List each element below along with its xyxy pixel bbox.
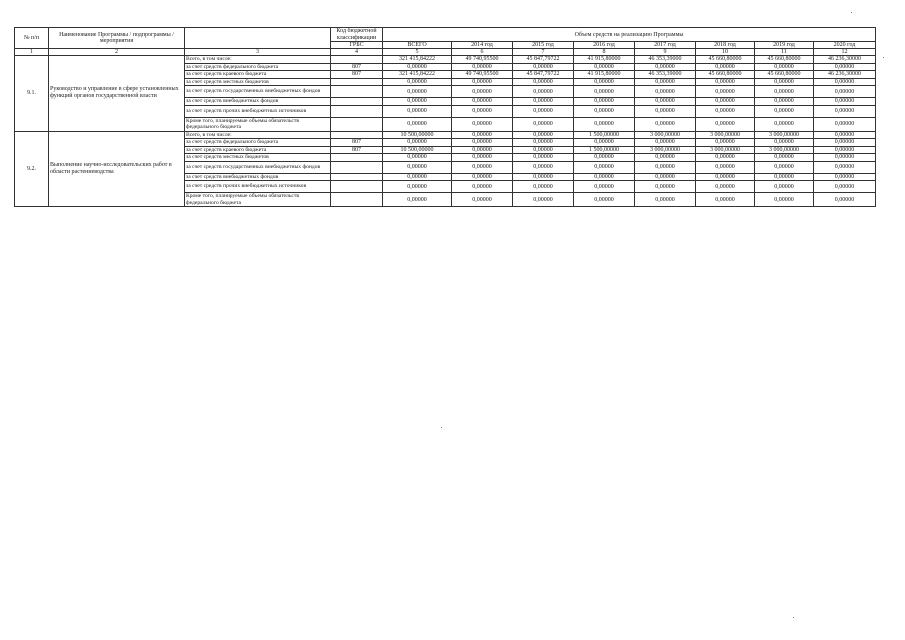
value-2016: 0,00000 (574, 139, 635, 147)
funding-source: за счет средств местных бюджетов (185, 78, 331, 86)
grbs-code (331, 154, 383, 162)
funding-source: за счет средств прочих внебюджетных источников (185, 181, 331, 193)
value-2015: 0,00000 (513, 78, 574, 86)
grbs-code (331, 131, 383, 139)
value-2019: 0,00000 (755, 105, 814, 117)
value-2019: 45 660,80000 (755, 71, 814, 79)
value-total: 321 415,84222 (383, 71, 452, 79)
value-2017: 0,00000 (635, 173, 696, 181)
value-2017: 3 000,00000 (635, 131, 696, 139)
value-2016: 41 915,80000 (574, 56, 635, 64)
value-2016: 0,00000 (574, 63, 635, 71)
table-row (15, 56, 876, 64)
value-2017: 46 353,39000 (635, 71, 696, 79)
header-year-2016: 2016 год (574, 42, 635, 49)
value-2019: 0,00000 (755, 86, 814, 98)
funding-source: за счет средств местных бюджетов (185, 154, 331, 162)
value-total: 10 500,00000 (383, 131, 452, 139)
value-2015: 0,00000 (513, 86, 574, 98)
value-2020: 0,00000 (814, 117, 876, 131)
value-total: 0,00000 (383, 173, 452, 181)
header-volume: Объем средств на реализацию Программы (383, 28, 876, 42)
value-2017: 0,00000 (635, 139, 696, 147)
value-2019: 0,00000 (755, 161, 814, 173)
header-col-number: 6 (452, 49, 513, 56)
value-2019: 0,00000 (755, 139, 814, 147)
value-2020: 46 236,30000 (814, 71, 876, 79)
value-2014: 0,00000 (452, 63, 513, 71)
header-col-number: 5 (383, 49, 452, 56)
value-2015: 0,00000 (513, 161, 574, 173)
value-2020: 0,00000 (814, 98, 876, 106)
header-year-2015: 2015 год (513, 42, 574, 49)
funding-source: Кроме того, планируемые объемы обязательств федерального бюджета (185, 117, 331, 131)
value-2016: 0,00000 (574, 161, 635, 173)
header-year-total: ВСЕГО (383, 42, 452, 49)
header-col-number: 8 (574, 49, 635, 56)
grbs-code (331, 98, 383, 106)
value-2020: 0,00000 (814, 139, 876, 147)
value-2014: 0,00000 (452, 139, 513, 147)
value-2018: 0,00000 (696, 173, 755, 181)
value-2015: 0,00000 (513, 117, 574, 131)
scan-speck (441, 427, 442, 428)
value-total: 0,00000 (383, 86, 452, 98)
value-2015: 0,00000 (513, 63, 574, 71)
value-2020: 0,00000 (814, 161, 876, 173)
value-2016: 0,00000 (574, 105, 635, 117)
value-2014: 0,00000 (452, 154, 513, 162)
value-2017: 0,00000 (635, 86, 696, 98)
value-2020: 0,00000 (814, 181, 876, 193)
value-2018: 0,00000 (696, 193, 755, 207)
funding-source: за счет средств краевого бюджета (185, 71, 331, 79)
group-number: 9.1. (15, 56, 49, 132)
value-2017: 0,00000 (635, 105, 696, 117)
header-code: Код бюджетной классификации (331, 28, 383, 42)
value-2018: 0,00000 (696, 161, 755, 173)
value-2017: 0,00000 (635, 98, 696, 106)
group-name: Выполнение научно-исследовательских работ в области растениеводства (49, 131, 185, 207)
header-grbs: ГРБС (331, 42, 383, 49)
grbs-code (331, 117, 383, 131)
value-total: 0,00000 (383, 63, 452, 71)
value-total: 10 500,00000 (383, 146, 452, 154)
value-2018: 3 000,00000 (696, 146, 755, 154)
value-2014: 0,00000 (452, 117, 513, 131)
grbs-code: 807 (331, 71, 383, 79)
value-2015: 0,00000 (513, 105, 574, 117)
value-2019: 0,00000 (755, 154, 814, 162)
budget-table (14, 27, 876, 207)
grbs-code (331, 181, 383, 193)
group-name: Руководство и управление в сфере установленных функций органов государственной власти (49, 56, 185, 132)
value-2015: 0,00000 (513, 131, 574, 139)
value-2016: 0,00000 (574, 117, 635, 131)
funding-source: за счет средств государственных внебюджетных фондов (185, 86, 331, 98)
value-2015: 0,00000 (513, 98, 574, 106)
value-total: 0,00000 (383, 193, 452, 207)
grbs-code (331, 193, 383, 207)
value-2014: 0,00000 (452, 193, 513, 207)
value-2014: 49 740,95500 (452, 56, 513, 64)
value-2017: 0,00000 (635, 63, 696, 71)
value-2014: 0,00000 (452, 131, 513, 139)
value-2017: 0,00000 (635, 117, 696, 131)
grbs-code (331, 105, 383, 117)
value-2019: 45 660,80000 (755, 56, 814, 64)
value-2017: 0,00000 (635, 154, 696, 162)
header-col-number: 9 (635, 49, 696, 56)
funding-source: за счет средств федерального бюджета (185, 139, 331, 147)
header-col-number: 1 (15, 49, 49, 56)
value-2015: 0,00000 (513, 193, 574, 207)
value-2015: 45 847,79722 (513, 71, 574, 79)
header-col-number: 7 (513, 49, 574, 56)
value-2014: 0,00000 (452, 105, 513, 117)
grbs-code (331, 161, 383, 173)
value-2020: 46 236,30000 (814, 56, 876, 64)
value-total: 0,00000 (383, 161, 452, 173)
value-2018: 3 000,00000 (696, 131, 755, 139)
scan-speck (793, 617, 794, 618)
value-2019: 0,00000 (755, 63, 814, 71)
scan-speck (851, 12, 852, 13)
value-2017: 0,00000 (635, 78, 696, 86)
value-2019: 0,00000 (755, 181, 814, 193)
value-total: 0,00000 (383, 139, 452, 147)
value-total: 0,00000 (383, 98, 452, 106)
value-2020: 0,00000 (814, 105, 876, 117)
value-2020: 0,00000 (814, 193, 876, 207)
value-total: 0,00000 (383, 105, 452, 117)
funding-source: за счет средств федерального бюджета (185, 63, 331, 71)
value-2018: 0,00000 (696, 181, 755, 193)
value-2016: 1 500,00000 (574, 131, 635, 139)
value-2016: 0,00000 (574, 154, 635, 162)
grbs-code (331, 173, 383, 181)
value-2019: 3 000,00000 (755, 146, 814, 154)
table-row (15, 131, 876, 139)
funding-source: Кроме того, планируемые объемы обязательств федерального бюджета (185, 193, 331, 207)
value-2014: 0,00000 (452, 161, 513, 173)
value-2016: 0,00000 (574, 193, 635, 207)
value-2019: 0,00000 (755, 193, 814, 207)
value-2019: 0,00000 (755, 173, 814, 181)
grbs-code (331, 78, 383, 86)
value-2018: 0,00000 (696, 86, 755, 98)
header-col-number: 10 (696, 49, 755, 56)
header-col-number: 12 (814, 49, 876, 56)
funding-source: за счет средств государственных внебюджетных фондов (185, 161, 331, 173)
value-2014: 0,00000 (452, 86, 513, 98)
header-year-2017: 2017 год (635, 42, 696, 49)
value-2016: 1 500,00000 (574, 146, 635, 154)
value-2020: 0,00000 (814, 63, 876, 71)
value-total: 0,00000 (383, 154, 452, 162)
value-2015: 0,00000 (513, 154, 574, 162)
grbs-code (331, 56, 383, 64)
header-year-2019: 2019 год (755, 42, 814, 49)
value-2016: 0,00000 (574, 181, 635, 193)
funding-source: за счет средств внебюджетных фондов (185, 173, 331, 181)
value-2014: 0,00000 (452, 181, 513, 193)
grbs-code (331, 86, 383, 98)
header-source-blank (185, 28, 331, 49)
header-year-2018: 2018 год (696, 42, 755, 49)
value-2014: 49 740,95500 (452, 71, 513, 79)
value-2015: 0,00000 (513, 181, 574, 193)
header-name: Наименование Программы / подпрограммы / мероприятия (49, 28, 185, 49)
value-2019: 0,00000 (755, 117, 814, 131)
value-2017: 0,00000 (635, 161, 696, 173)
value-2014: 0,00000 (452, 98, 513, 106)
funding-source: за счет средств прочих внебюджетных источников (185, 105, 331, 117)
group-number: 9.2. (15, 131, 49, 207)
value-2016: 41 915,80000 (574, 71, 635, 79)
header-num: № п/п (15, 28, 49, 49)
value-2014: 0,00000 (452, 146, 513, 154)
value-total: 0,00000 (383, 181, 452, 193)
value-2015: 0,00000 (513, 146, 574, 154)
value-2017: 46 353,39000 (635, 56, 696, 64)
value-2020: 0,00000 (814, 146, 876, 154)
value-2019: 3 000,00000 (755, 131, 814, 139)
header-col-number: 2 (49, 49, 185, 56)
value-2018: 45 660,80000 (696, 56, 755, 64)
value-2018: 0,00000 (696, 105, 755, 117)
value-2020: 0,00000 (814, 131, 876, 139)
value-2020: 0,00000 (814, 154, 876, 162)
value-2015: 0,00000 (513, 139, 574, 147)
value-2018: 0,00000 (696, 63, 755, 71)
funding-source: за счет средств внебюджетных фондов (185, 98, 331, 106)
funding-source: Всего, в том числе: (185, 131, 331, 139)
header-col-number: 3 (185, 49, 331, 56)
value-2016: 0,00000 (574, 86, 635, 98)
value-2017: 0,00000 (635, 193, 696, 207)
value-total: 0,00000 (383, 78, 452, 86)
value-2018: 0,00000 (696, 78, 755, 86)
value-2019: 0,00000 (755, 78, 814, 86)
value-2018: 0,00000 (696, 154, 755, 162)
value-2020: 0,00000 (814, 78, 876, 86)
value-total: 321 415,84222 (383, 56, 452, 64)
value-2017: 3 000,00000 (635, 146, 696, 154)
grbs-code: 807 (331, 139, 383, 147)
value-2014: 0,00000 (452, 78, 513, 86)
value-total: 0,00000 (383, 117, 452, 131)
grbs-code: 807 (331, 146, 383, 154)
value-2018: 45 660,80000 (696, 71, 755, 79)
funding-source: Всего, в том числе: (185, 56, 331, 64)
value-2018: 0,00000 (696, 139, 755, 147)
value-2016: 0,00000 (574, 173, 635, 181)
value-2014: 0,00000 (452, 173, 513, 181)
header-col-number: 4 (331, 49, 383, 56)
value-2020: 0,00000 (814, 86, 876, 98)
scan-speck (883, 57, 884, 58)
budget-table-container (14, 27, 876, 207)
value-2020: 0,00000 (814, 173, 876, 181)
value-2017: 0,00000 (635, 181, 696, 193)
value-2016: 0,00000 (574, 98, 635, 106)
value-2018: 0,00000 (696, 117, 755, 131)
grbs-code: 807 (331, 63, 383, 71)
value-2019: 0,00000 (755, 98, 814, 106)
value-2015: 0,00000 (513, 173, 574, 181)
header-year-2020: 2020 год (814, 42, 876, 49)
funding-source: за счет средств краевого бюджета (185, 146, 331, 154)
value-2016: 0,00000 (574, 78, 635, 86)
header-col-number: 11 (755, 49, 814, 56)
value-2018: 0,00000 (696, 98, 755, 106)
value-2015: 45 847,79722 (513, 56, 574, 64)
header-year-2014: 2014 год (452, 42, 513, 49)
